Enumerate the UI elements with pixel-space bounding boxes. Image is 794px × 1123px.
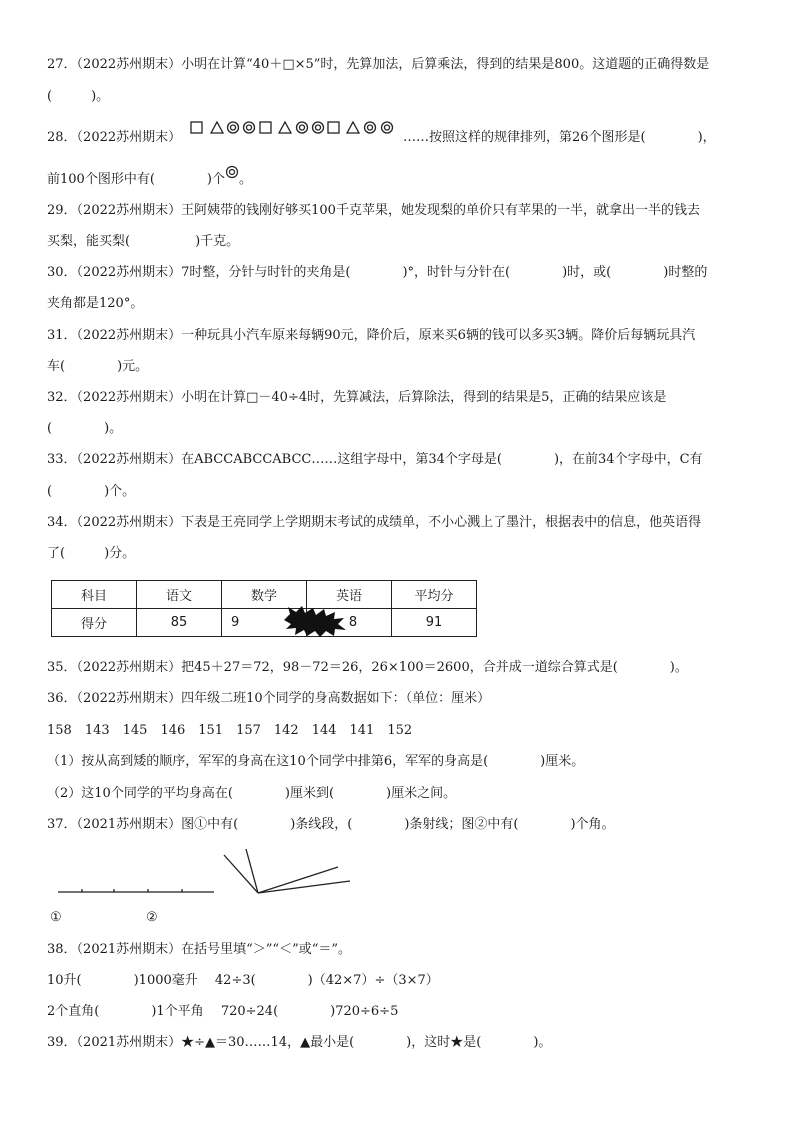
q32-line1: 32．（2022苏州期末）小明在计算□－40÷4时，先算减法，后算除法，得到的结果是5，正确的结果应该是 [47, 390, 667, 405]
q34-line2: 了( )分。 [47, 546, 136, 561]
triangle-shape [347, 122, 359, 133]
table-header-row [52, 581, 477, 609]
table-row [52, 609, 477, 637]
q38-row2: 2个直角( )1个平角 720÷24( )720÷6÷5 [47, 1004, 399, 1019]
q27-line2: ( )。 [47, 89, 110, 104]
table-cell-english: 8 [307, 609, 392, 637]
table-header-cell: 英语 [307, 581, 392, 609]
q32-line2: ( )。 [47, 421, 123, 436]
q28-suffix: ……按照这样的规律排列，第26个图形是( )， [403, 130, 716, 145]
q31-line2: 车( )元。 [47, 359, 149, 374]
ring-circle-shape [313, 122, 324, 133]
q37-line1: 37．（2021苏州期末）图①中有( )条线段，( )条射线；图②中有( )个角。 [47, 817, 615, 832]
q31-line1: 31．（2022苏州期末）一种玩具小汽车原来每辆90元，降价后，原来买6辆的钱可以多买3辆。降价后每辆玩具汽 [47, 328, 696, 343]
table-cell-math: 9 [222, 609, 307, 637]
q28-line2-pre: 前100个图形中有( )个 [47, 172, 225, 187]
q29-line1: 29．（2022苏州期末）王阿姨带的钱刚好够买100千克苹果，她发现梨的单价只有苹果的一半，就拿出一半的钱去 [47, 203, 700, 218]
table-cell: 得分 [52, 609, 137, 637]
q36-data: 158 143 145 146 151 157 142 144 141 152 [47, 723, 413, 738]
ring-circle-shape [228, 122, 239, 133]
q27-line1: 27．（2022苏州期末）小明在计算“40＋□×5”时，先算加法，后算乘法，得到的结果是800。这道题的正确得数是 [47, 57, 710, 72]
q36-line1: 36．（2022苏州期末）四年级二班10个同学的身高数据如下：（单位：厘米） [47, 691, 491, 706]
ring-circle-shape [244, 122, 255, 133]
q38-line1: 38．（2021苏州期末）在括号里填“＞”“＜”或“＝”。 [47, 942, 352, 957]
q38-row1: 10升( )1000毫升 42÷3( )（42×7）÷（3×7） [47, 973, 439, 988]
q33-line2: ( )个。 [47, 484, 136, 499]
table-cell: 91 [392, 609, 477, 637]
triangle-shape [211, 122, 223, 133]
triangle-shape [279, 122, 291, 133]
figure-2-angles [224, 849, 350, 893]
figure-2-label: ② [146, 910, 158, 925]
figure-1-line-segments [58, 889, 214, 892]
square-shape [260, 122, 271, 133]
ring-circle-shape [297, 122, 308, 133]
q39-line1: 39．（2021苏州期末）★÷▲＝30……14，▲最小是( )，这时★是( )。 [47, 1035, 552, 1050]
q37-figures [50, 845, 360, 901]
q28-prefix: 28．（2022苏州期末） [47, 130, 182, 145]
ring-circle-shape [365, 122, 376, 133]
q34-line1: 34．（2022苏州期末）下表是王亮同学上学期期末考试的成绩单，不小心溅上了墨汁，根据表中的信息，他英语得 [47, 515, 702, 530]
ink-blot-icon [280, 604, 350, 638]
q28-shape-pattern [190, 120, 402, 136]
q28-line2-post: 。 [238, 172, 252, 187]
table-header-cell: 平均分 [392, 581, 477, 609]
score-table [51, 580, 477, 637]
square-shape [328, 122, 339, 133]
q29-line2: 买梨，能买梨( )千克。 [47, 234, 240, 249]
table-header-cell: 科目 [52, 581, 137, 609]
square-shape [191, 122, 202, 133]
q36-sub2: （2）这10个同学的平均身高在( )厘米到( )厘米之间。 [47, 786, 457, 801]
q28-line2 [47, 165, 252, 188]
table-cell: 85 [137, 609, 222, 637]
q30-line2: 夹角都是120°。 [47, 296, 144, 311]
q35-line1: 35．（2022苏州期末）把45＋27＝72，98－72＝26，26×100＝2600，合并成一道综合算式是( )。 [47, 660, 688, 675]
q30-line1: 30．（2022苏州期末）7时整，分针与时针的夹角是( )°，时针与分针在( )时，或( )时整的 [47, 265, 708, 280]
q33-line1: 33．（2022苏州期末）在ABCCABCCABCC……这组字母中，第34个字母是( )，在前34个字母中，C有 [47, 452, 703, 467]
table-header-cell: 数学 [222, 581, 307, 609]
ring-circle-icon [225, 165, 239, 179]
ring-circle-shape [382, 122, 393, 133]
figure-1-label: ① [50, 910, 62, 925]
q36-sub1: （1）按从高到矮的顺序，军军的身高在这10个同学中排第6，军军的身高是( )厘米。 [47, 754, 585, 769]
table-header-cell: 语文 [137, 581, 222, 609]
